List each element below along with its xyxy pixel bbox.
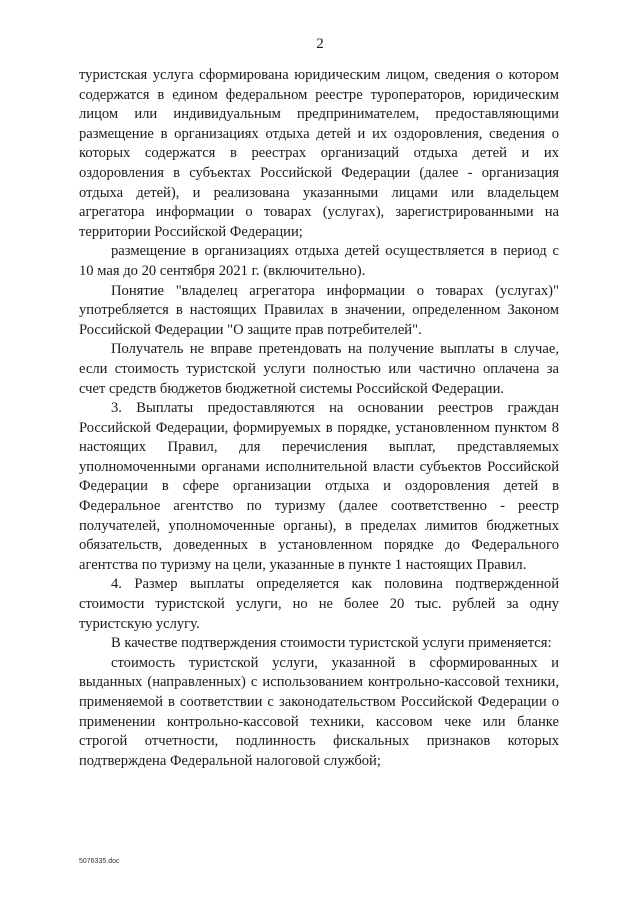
paragraph-aggregator-definition: Понятие "владелец агрегатора информации о товарах (услугах)" употребляется в настоящих Правилах в значении, определенном Законом Российской Федерации "О защите прав потребителей". [79,282,559,338]
paragraph-accommodation-period: размещение в организациях отдыха детей осуществляется в период с 10 мая до 20 сентября 2021 г. (включительно). [79,243,559,279]
paragraph-cost-receipt: стоимость туристской услуги, указанной в сформированных и выданных (направленных) с использованием контрольно-кассовой техники, применяемой в соответствии с законодательством Российской Федерации о применении контрольно-кассовой техники, кассовом чеке или бланке строгой отчетности, подлинность фискальных признаков которых подтверждена Федеральной налоговой службой; [79,654,559,769]
document-body [79,66,559,771]
paragraph-tourist-service-continuation: туристская услуга сформирована юридическим лицом, сведения о котором содержатся в едином федеральном реестре туроператоров, юридическим лицом или индивидуальным предпринимателем, предоставляющими размещение в организациях отдыха детей и их оздоровления, сведения о которых содержатся в реестрах организаций отдыха детей и их оздоровления в субъектах Российской Федерации (далее - организация отдыха детей), и реализована указанными лицами или владельцем агрегатора информации о товарах (услугах), зарегистрированными на территории Российской Федерации; [79,67,559,240]
paragraph-recipient-restriction: Получатель не вправе претендовать на получение выплаты в случае, если стоимость туристской услуги полностью или частично оплачена за счет средств бюджетов бюджетной системы Российской Федерации. [79,341,559,397]
page-number: 2 [316,36,324,52]
paragraph-clause-3: 3. Выплаты предоставляются на основании реестров граждан Российской Федерации, формируемых в порядке, установленном пунктом 8 настоящих Правил, для перечисления выплат, представляемых уполномоченными органами исполнительной власти субъектов Российской Федерации в сфере организации отдыха и оздоровления детей в Федеральное агентство по туризму (далее соответственно - реестр получателей, уполномоченные органы), в пределах лимитов бюджетных обязательств, доведенных в установленном порядке до Федерального агентства по туризму на цели, указанные в пункте 1 настоящих Правил. [79,400,559,573]
paragraph-cost-confirmation-intro: В качестве подтверждения стоимости туристской услуги применяется: [111,635,552,652]
paragraph-clause-4: 4. Размер выплаты определяется как половина подтвержденной стоимости туристской услуги, но не более 20 тыс. рублей за одну туристскую услугу. [79,576,559,632]
footer-filename: 5076335.doc [79,858,120,865]
